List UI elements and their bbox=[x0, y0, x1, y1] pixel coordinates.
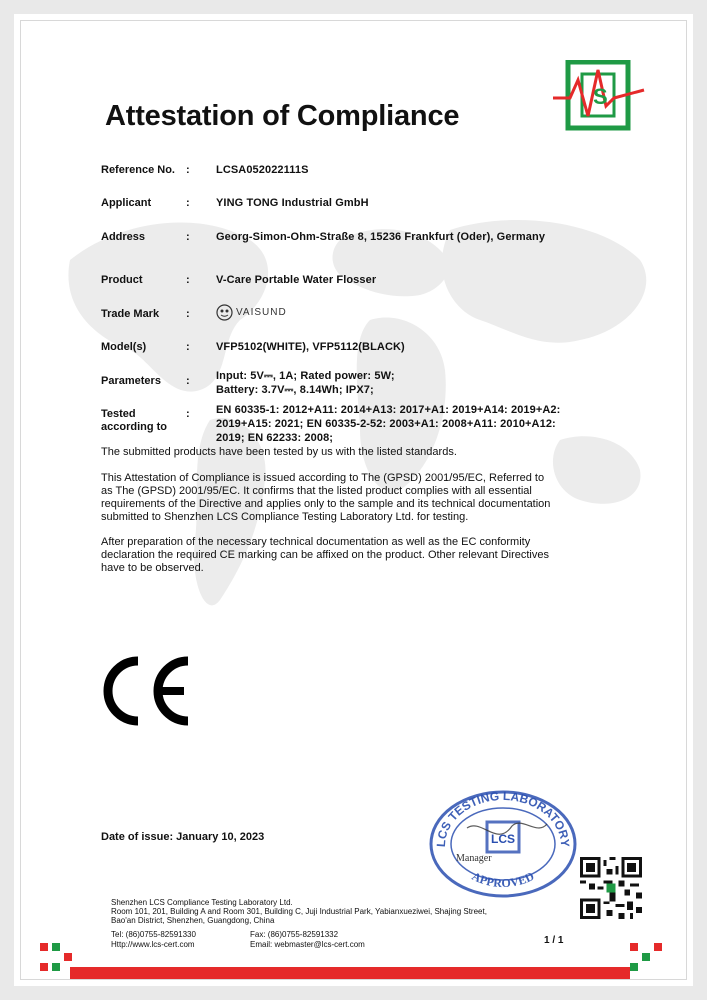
vaisund-logo-icon bbox=[216, 304, 233, 321]
manager-label: Manager bbox=[456, 853, 492, 864]
trademark-logo bbox=[216, 304, 287, 321]
colon: : bbox=[186, 308, 190, 320]
svg-text:S: S bbox=[593, 84, 608, 109]
tested-line2: 2019+A15: 2021; EN 60335-2-52: 2003+A1: 2008+A11: 2010+A12: bbox=[216, 418, 556, 430]
colon: : bbox=[186, 375, 190, 387]
footer-fax: Fax: (86)0755-82591332 bbox=[250, 930, 339, 939]
address-value: Georg-Simon-Ohm-Straße 8, 15236 Frankfurt (Oder), Germany bbox=[216, 231, 546, 243]
tested-line3: 2019; EN 62233: 2008; bbox=[216, 432, 334, 444]
paragraph-2 bbox=[101, 536, 591, 575]
approved-stamp-icon bbox=[427, 788, 579, 898]
paragraph-2-line: declaration the required CE marking can be affixed on the product. Other relevant Directives bbox=[101, 549, 549, 561]
stamp-center-text: LCS bbox=[491, 832, 515, 846]
paragraph-1-line: This Attestation of Compliance is issued according to The (GPSD) 2001/95/EC, Referred to bbox=[101, 472, 545, 484]
paragraph-2-line: After preparation of the necessary technical documentation as well as the EC conformity bbox=[101, 536, 531, 548]
parameters-label: Parameters bbox=[101, 375, 161, 387]
qr-code-icon bbox=[580, 857, 642, 919]
page-number: 1 / 1 bbox=[544, 935, 564, 946]
parameters-line2: Battery: 3.7V⎓, 8.14Wh; IPX7; bbox=[216, 384, 374, 396]
colon: : bbox=[186, 408, 190, 420]
decor-square bbox=[52, 963, 60, 971]
decor-square bbox=[642, 953, 650, 961]
address-label: Address bbox=[101, 231, 146, 243]
trademark-label: Trade Mark bbox=[101, 308, 160, 320]
product-label: Product bbox=[101, 274, 143, 286]
parameters-line1: Input: 5V⎓, 1A; Rated power: 5W; bbox=[216, 370, 395, 382]
footer-website: Http://www.lcs-cert.com bbox=[111, 940, 195, 949]
product-value: V-Care Portable Water Flosser bbox=[216, 274, 377, 286]
decor-square bbox=[40, 943, 48, 951]
tested-line1: EN 60335-1: 2012+A11: 2014+A13: 2017+A1: 2019+A14: 2019+A2: bbox=[216, 404, 561, 416]
paragraph-2-line: have to be observed. bbox=[101, 562, 204, 574]
footer-tel: Tel: (86)0755-82591330 bbox=[111, 930, 196, 939]
decor-square bbox=[52, 943, 60, 951]
footer-email: Email: webmaster@lcs-cert.com bbox=[250, 940, 365, 949]
colon: : bbox=[186, 341, 190, 353]
document-title: Attestation of Compliance bbox=[105, 100, 460, 132]
footer-address-line1: Room 101, 201, Building A and Room 301, Building C, Juji Industrial Park, Yabianxueziwei, Shajing Street, bbox=[111, 907, 487, 916]
colon: : bbox=[186, 197, 190, 209]
colon: : bbox=[186, 164, 190, 176]
paragraph-1-line: submitted to Shenzhen LCS Compliance Testing Laboratory Ltd. for testing. bbox=[101, 511, 469, 523]
applicant-label: Applicant bbox=[101, 197, 152, 209]
decor-square bbox=[630, 963, 638, 971]
decor-square bbox=[654, 943, 662, 951]
footer-address-line2: Bao'an District, Shenzhen, Guangdong, China bbox=[111, 916, 275, 925]
applicant-value: YING TONG Industrial GmbH bbox=[216, 197, 369, 209]
decor-square bbox=[64, 953, 72, 961]
footer-red-bar bbox=[70, 967, 630, 979]
reference-label: Reference No. bbox=[101, 164, 175, 176]
models-label: Model(s) bbox=[101, 341, 147, 353]
models-value: VFP5102(WHITE), VFP5112(BLACK) bbox=[216, 341, 405, 353]
reference-value: LCSA052022111S bbox=[216, 164, 309, 176]
decor-square bbox=[630, 943, 638, 951]
svg-text:APPROVED bbox=[470, 869, 537, 890]
stamp-bottom-text: APPROVED bbox=[469, 868, 537, 891]
trademark-value: VAISUND bbox=[236, 307, 287, 318]
footer-company: Shenzhen LCS Compliance Testing Laboratory Ltd. bbox=[111, 898, 293, 907]
stamp-top-text: LCS TESTING LABORATORY bbox=[433, 788, 573, 848]
colon: : bbox=[186, 231, 190, 243]
paragraph-1-line: requirements of the Directive and applies only to the sample and its technical documentation bbox=[101, 498, 551, 510]
statement-text: The submitted products have been tested by us with the listed standards. bbox=[101, 446, 457, 458]
tested-label-line1: Tested bbox=[101, 408, 136, 420]
lcs-logo-icon bbox=[548, 60, 648, 132]
decor-square bbox=[40, 963, 48, 971]
ce-mark-icon bbox=[96, 655, 196, 727]
paragraph-1 bbox=[101, 472, 591, 524]
paragraph-1-line: as The (GPSD) 2001/95/EC. It confirms that the listed product complies with all essential bbox=[101, 485, 532, 497]
tested-label-line2: according to bbox=[101, 421, 168, 433]
date-of-issue: Date of issue: January 10, 2023 bbox=[101, 831, 265, 843]
colon: : bbox=[186, 274, 190, 286]
